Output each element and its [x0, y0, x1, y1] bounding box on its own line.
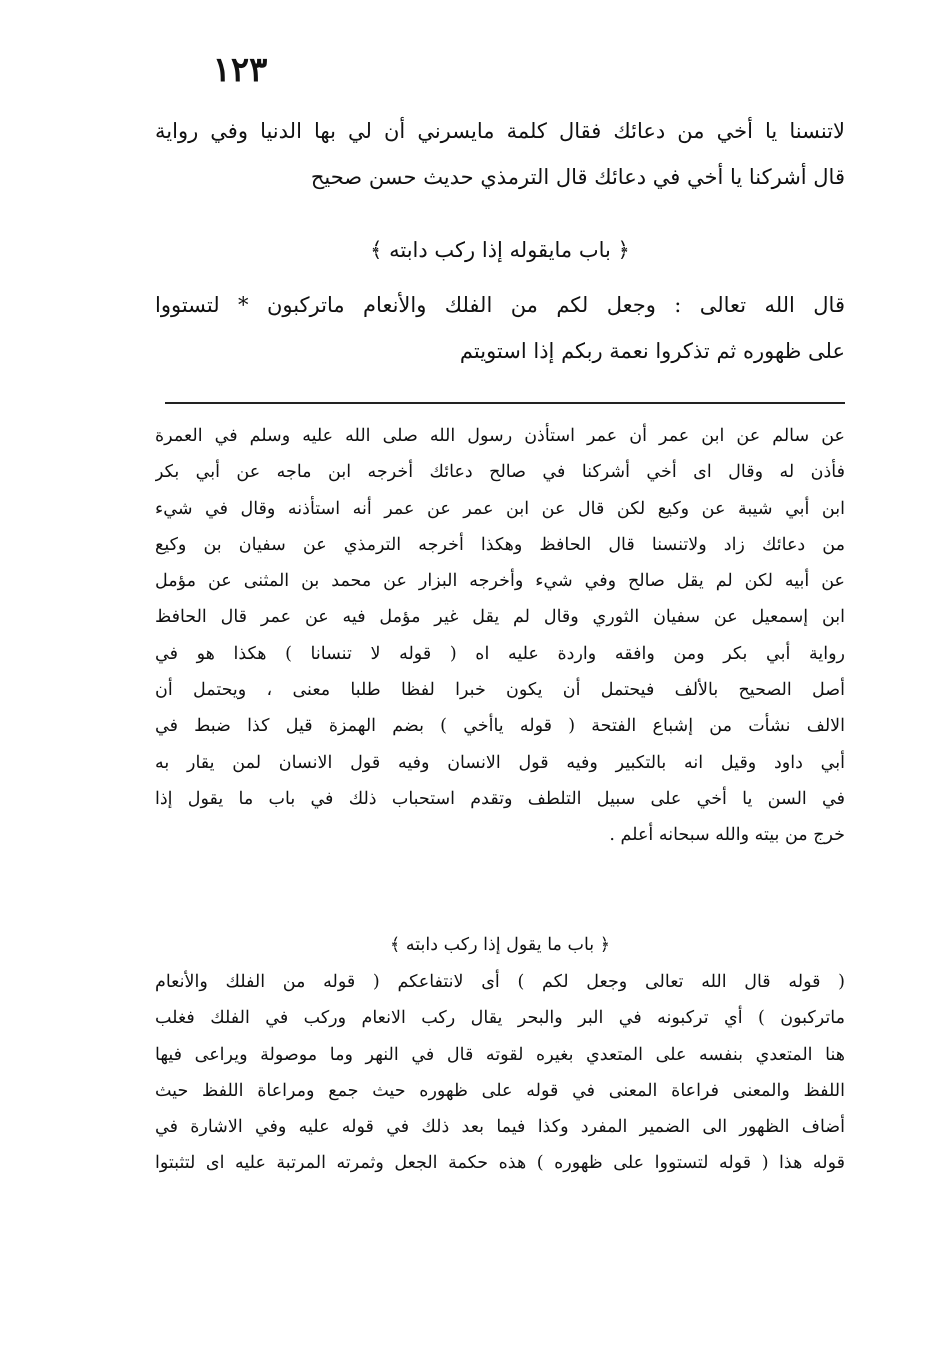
section-heading [155, 227, 845, 273]
commentary-line: خرج من بيته والله سبحانه أعلم . [609, 825, 845, 846]
commentary-line: رواية أبي بكر ومن وافقه واردة عليه اه ( قوله لا تنسانا ) هكذا هو في [155, 643, 845, 664]
page-number: ١٢٣ [212, 50, 268, 90]
main-text-line: قال أشركنا يا أخي في دعائك قال الترمذي حديث حسن صحيح [310, 165, 845, 189]
commentary-line: عن سالم عن ابن عمر أن عمر استأذن رسول الله صلى الله عليه وسلم في العمرة [155, 426, 845, 446]
main-text [155, 108, 845, 200]
commentary-line: من دعائك زاد ولاتنسنا قال الحافظ وهكذا أخرجه الترمذي عن سفيان بن وكيع [155, 534, 845, 555]
commentary-line: أضاف الظهور الى الضمير المفرد وكذا فيما بعد ذلك في قوله عليه وفي الاشارة في [155, 1117, 845, 1138]
commentary-heading [155, 927, 845, 963]
commentary-line: قوله هذا ( قوله لتستووا على ظهوره ) هذه حكمة الجعل وثمرته المرتبة عليه اى لتثبتوا [155, 1153, 845, 1174]
commentary-line: عن أبيه لكن لم يقل صالح وفي شيء وأخرجه البزار عن محمد بن المثنى عن مؤمل [155, 571, 845, 592]
commentary-line: ماتركبون ) أي تركبونه في البر والبحر يقال ركب الانعام وركب في الفلك فغلب [155, 1008, 845, 1029]
commentary-heading-text: ﴿ باب ما يقول إذا ركب دابته ﴾ [390, 935, 610, 955]
commentary-line: أصل الصحيح بالألف فيحتمل أن يكون خبرا لفظا طلبا معنى ، ويحتمل أن [155, 680, 845, 701]
commentary-line: في السن يا أخي على سبيل التلطف وتقدم استحباب ذلك في باب ما يقول إذا [155, 788, 845, 809]
commentary-section [155, 964, 845, 1182]
footnote-divider [165, 402, 845, 404]
commentary-line: فأذن له وقال اى أخي أشركنا في صالح دعائك أخرجه ابن ماجه عن أبي بكر [155, 462, 845, 483]
main-text-line: لاتنسنا يا أخي من دعائك فقال كلمة مايسرني أن لي بها الدنيا وفي رواية [155, 119, 845, 143]
commentary-line: ابن أبي شيبة عن وكيع لكن قال عن ابن عمر عن عمر أنه استأذنه وقال في شيء [155, 498, 845, 519]
commentary-line: أبي داود وقيل انه بالتكبير وفيه قول الانسان وفيه قول الانسان لمن يقار به [155, 752, 845, 773]
verse-line: قال الله تعالى : وجعل لكم من الفلك والأنعام ماتركبون * لتستووا [155, 293, 845, 317]
commentary-line: ( قوله قال الله تعالى وجعل لكم ) أى لانتفاعكم ( قوله من الفلك والأنعام [155, 972, 845, 992]
section-heading-text: ﴿ باب مايقوله إذا ركب دابته ﴾ [370, 238, 630, 262]
commentary-line: الالف نشأت من إشباع الفتحة ( قوله ياأخي ) بضم الهمزة قيل كذا ضبط في [155, 716, 845, 737]
commentary-line: ابن إسمعيل عن سفيان الثوري وقال لم يقل غير مؤمل فيه عن عمر قال الحافظ [155, 607, 845, 628]
verse-line: على ظهوره ثم تذكروا نعمة ربكم إذا استويتم [459, 339, 845, 363]
quran-verse [155, 282, 845, 374]
commentary-section [155, 418, 845, 854]
commentary-line: هنا المتعدي بنفسه على المتعدي بغيره لقوته قال في النهر وما موصولة ويراعى فيها [155, 1044, 845, 1065]
commentary-line: اللفظ والمعنى فراعاة المعنى في قوله على ظهوره حيث جمع ومراعاة اللفظ حيث [155, 1080, 845, 1101]
